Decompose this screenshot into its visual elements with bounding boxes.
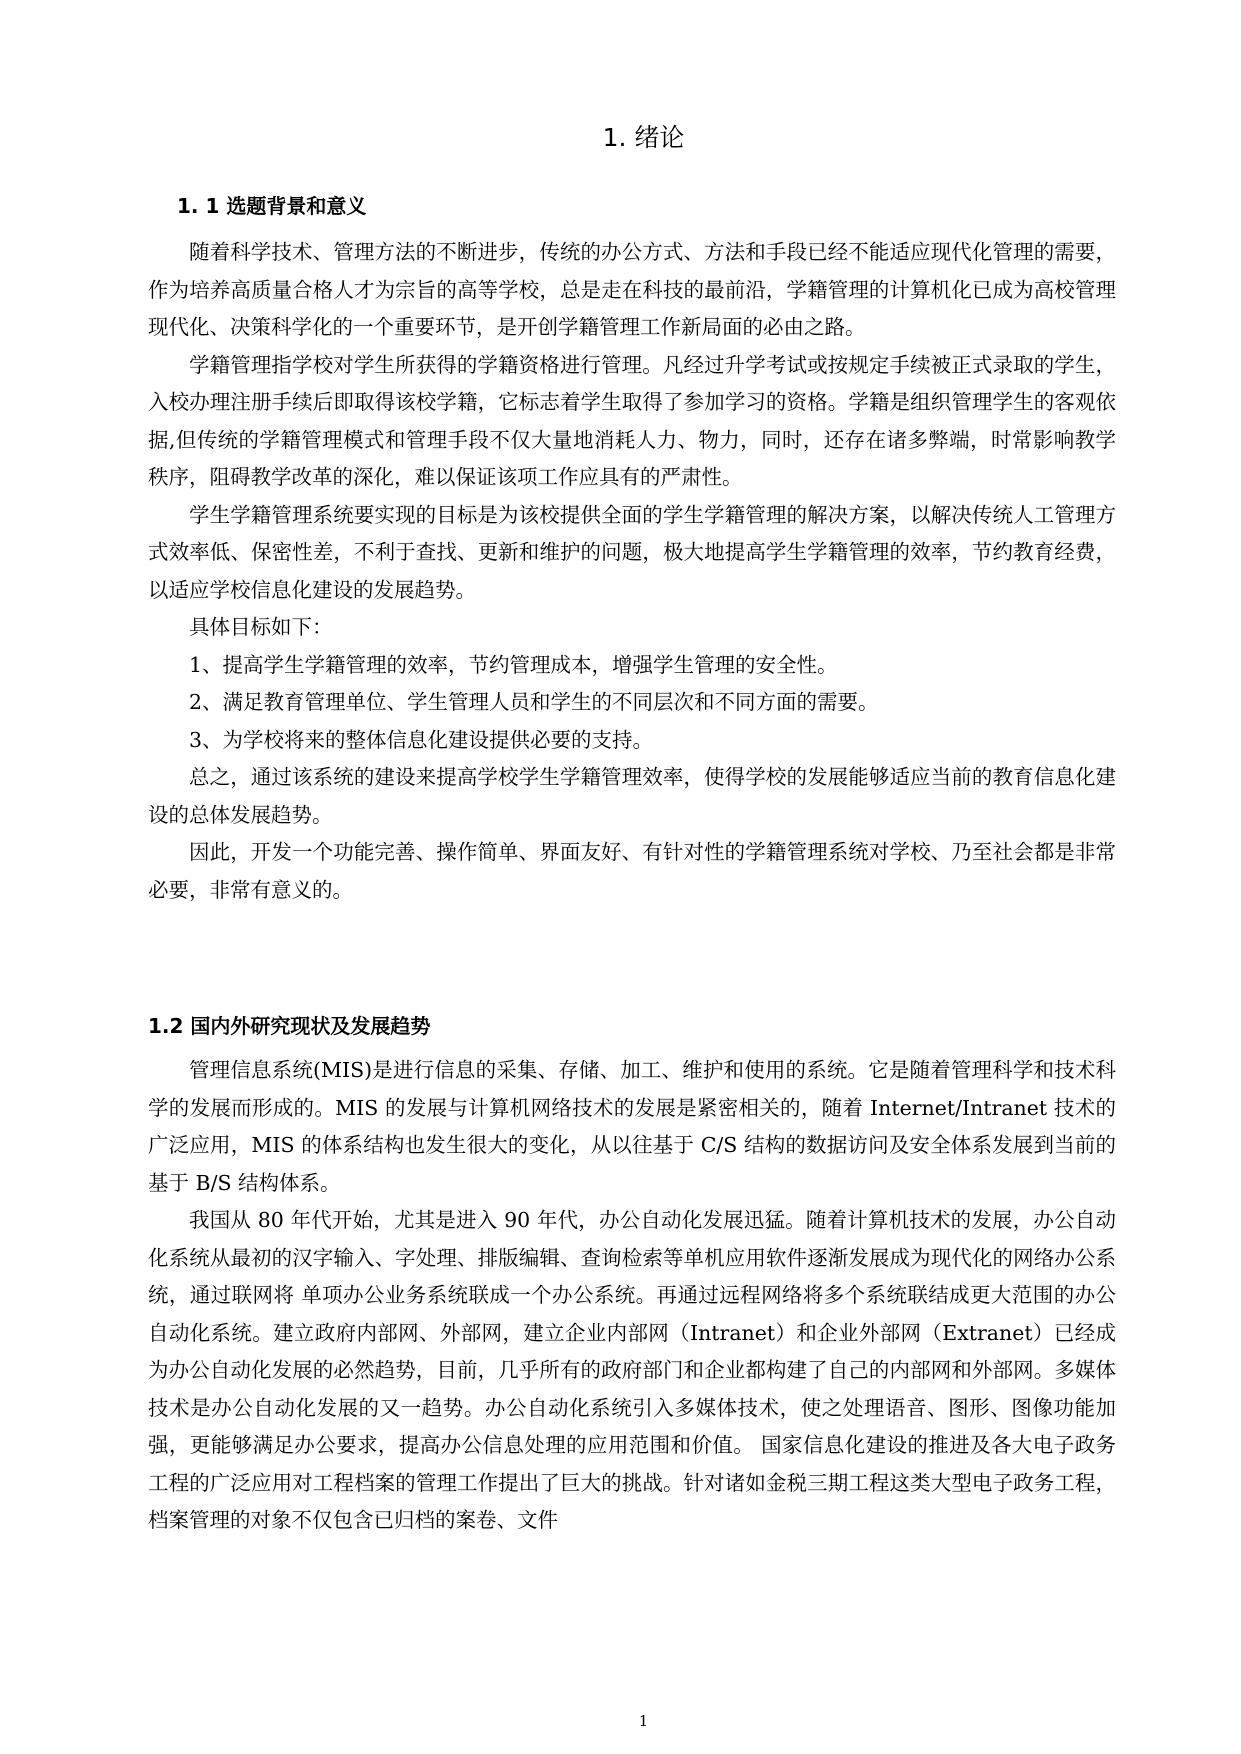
section-1-2-body [148, 1052, 1116, 1540]
paragraph: 学籍管理指学校对学生所获得的学籍资格进行管理。凡经过升学考试或按规定手续被正式录取的学生，入校办理注册手续后即取得该校学籍，它标志着学生取得了参加学习的资格。学籍是组织管理学生的客观依据,但传统的学籍管理模式和管理手段不仅大量地消耗人力、物力，同时，还存在诸多弊端，时常影响教学秩序，阻碍教学改革的深化，难以保证该项工作应具有的严肃性。 [148, 352, 1116, 489]
section-heading-1-1: 1. 1 选题背景和意义 [177, 194, 367, 218]
page-number: 1 [638, 1712, 649, 1730]
paragraph: 学生学籍管理系统要实现的目标是为该校提供全面的学生学籍管理的解决方案，以解决传统人工管理方式效率低、保密性差，不利于查找、更新和维护的问题，极大地提高学生学籍管理的效率，节约教育经费，以适应学校信息化建设的发展趋势。 [148, 502, 1116, 602]
section-1-1-body [148, 234, 1116, 909]
section-heading-1-2: 1.2 国内外研究现状及发展趋势 [148, 1014, 431, 1038]
paragraph: 因此，开发一个功能完善、操作简单、界面友好、有针对性的学籍管理系统对学校、乃至社会都是非常必要，非常有意义的。 [148, 840, 1116, 902]
paragraph: 随着科学技术、管理方法的不断进步，传统的办公方式、方法和手段已经不能适应现代化管理的需要，作为培养高质量合格人才为宗旨的高等学校，总是走在科技的最前沿，学籍管理的计算机化已成为高校管理现代化、决策科学化的一个重要环节，是开创学籍管理工作新局面的必由之路。 [148, 240, 1116, 339]
paragraph: 总之，通过该系统的建设来提高学校学生学籍管理效率，使得学校的发展能够适应当前的教育信息化建设的总体发展趋势。 [148, 765, 1116, 827]
list-item: 2、满足教育管理单位、学生管理人员和学生的不同层次和不同方面的需要。 [189, 690, 879, 714]
chapter-title: 1. 绪论 [602, 123, 685, 152]
paragraph: 我国从 80 年代开始，尤其是进入 90 年代，办公自动化发展迅猛。随着计算机技术的发展，办公自动化系统从最初的汉字输入、字处理、排版编辑、查询检索等单机应用软件逐渐发展成为现代化的网络办公系统，通过联网将 单项办公业务系统联成一个办公系统。再通过远程网络将多个系统联结成更大范围的办公自动化系统。建立政府内部网、外部网，建立企业内部网（Intranet）和企业外部网（Extranet）已经成为办公自动化发展的必然趋势，目前，几乎所有的政府部门和企业都构建了自己的内部网和外部网。多媒体技术是办公自动化发展的又一趋势。办公自动化系统引入多媒体技术，使之处理语音、图形、图像功能加强，更能够满足办公要求，提高办公信息处理的应用范围和价值。 国家信息化建设的推进及各大电子政务工程的广泛应用对工程档案的管理工作提出了巨大的挑战。针对诸如金税三期工程这类大型电子政务工程，档案管理的对象不仅包含已归档的案卷、文件 [148, 1208, 1116, 1532]
list-item: 3、为学校将来的整体信息化建设提供必要的支持。 [189, 727, 654, 752]
list-item: 1、提高学生学籍管理的效率，节约管理成本，增强学生管理的安全性。 [189, 652, 838, 677]
paragraph: 具体目标如下： [189, 615, 333, 639]
paragraph: 管理信息系统(MIS)是进行信息的采集、存储、加工、维护和使用的系统。它是随着管理科学和技术科学的发展而形成的。MIS 的发展与计算机网络技术的发展是紧密相关的，随着 Internet/Intranet 技术的广泛应用，MIS 的体系结构也发生很大的变化，从以往基于 C/S 结构的数据访问及安全体系发展到当前的基于 B/S 结构体系。 [148, 1058, 1116, 1195]
